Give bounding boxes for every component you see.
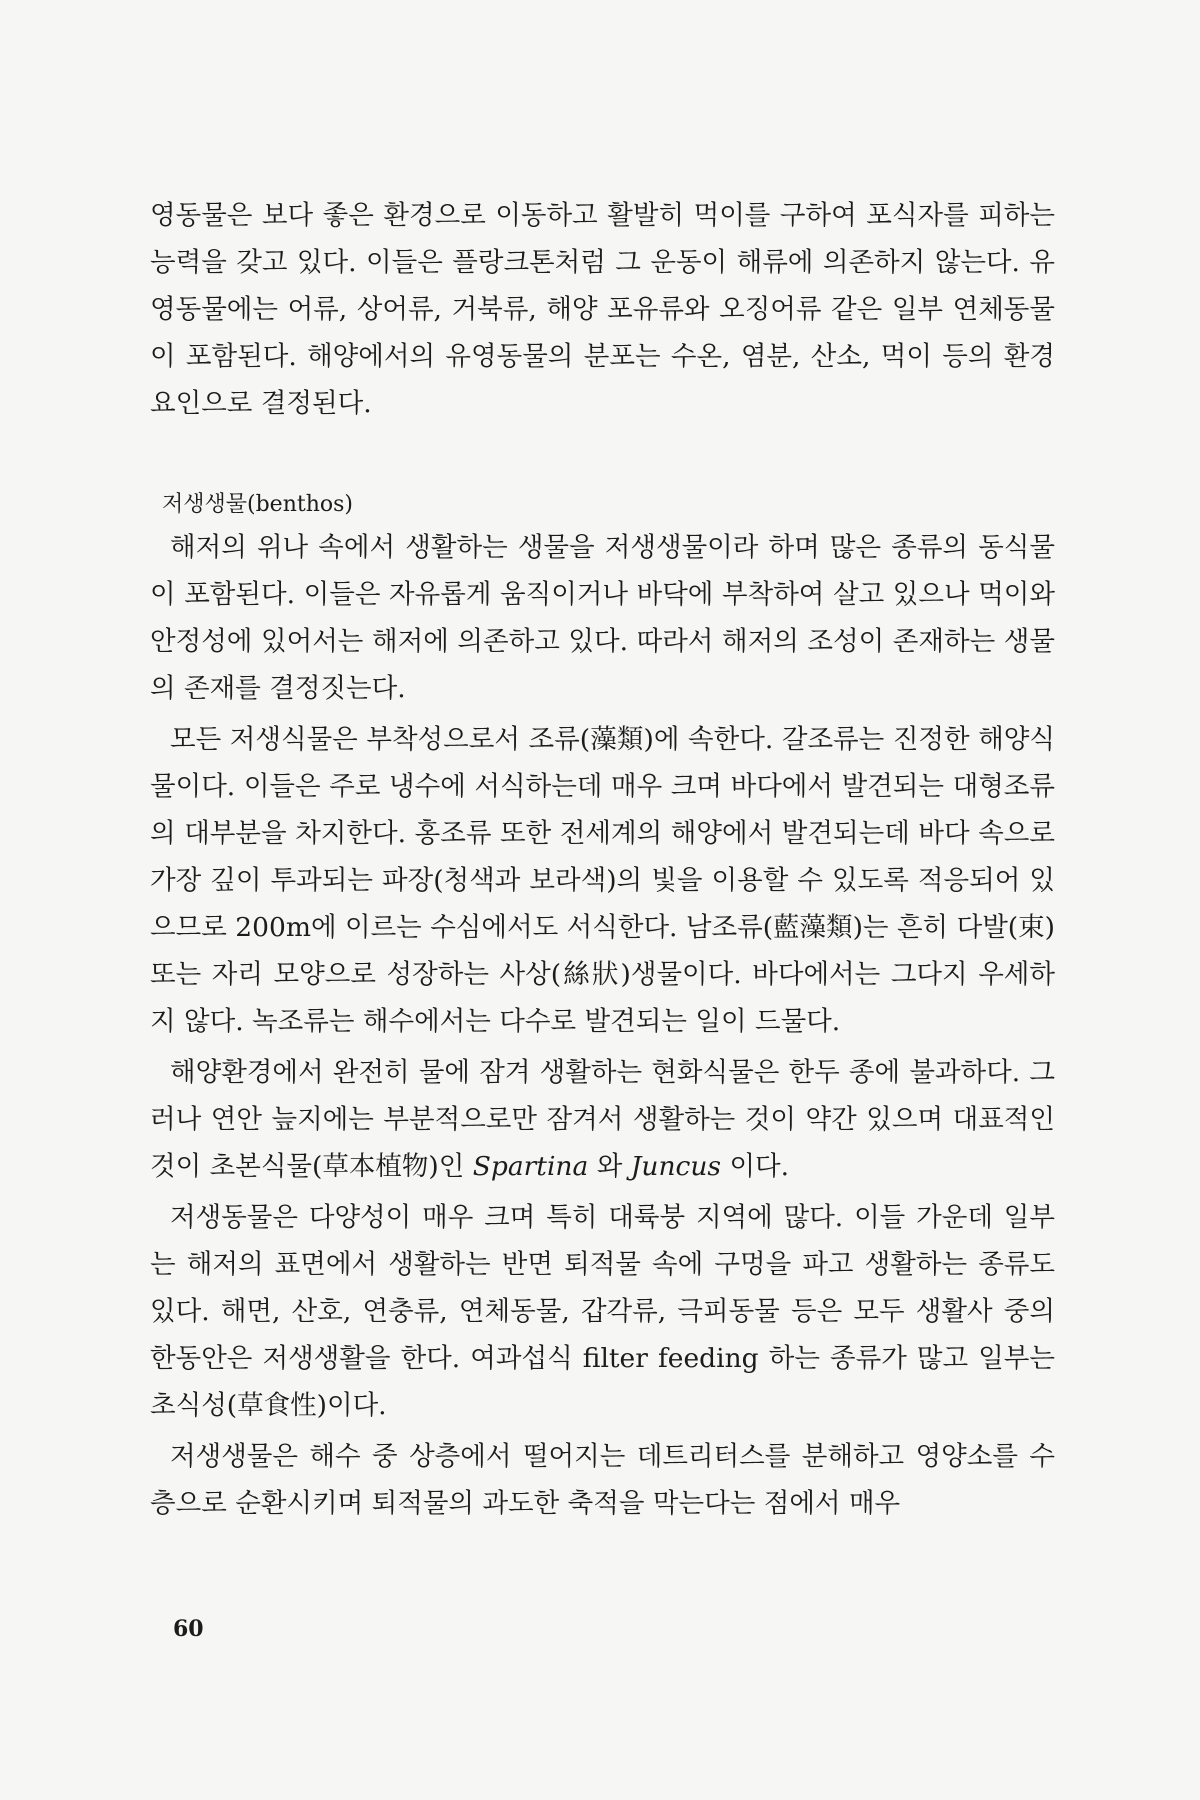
species-term-juncus: Juncus xyxy=(630,1151,722,1182)
intro-text-block xyxy=(150,192,1055,427)
flowering-plants-text-before: 해양환경에서 완전히 물에 잠겨 생활하는 현화식물은 한두 종에 불과하다. 그러나 연안 늪지에는 부분적으로만 잠겨서 생활하는 것이 약간 있으며 대표적인 것이 초본식물(草本植物)인 xyxy=(150,1057,1055,1182)
paragraph-benthos-role: 저생생물은 해수 중 상층에서 떨어지는 데트리터스를 분해하고 영양소를 수층으로 순환시키며 퇴적물의 과도한 축적을 막는다는 점에서 매우 xyxy=(150,1441,1055,1519)
benthos-text-block xyxy=(150,524,1055,1527)
species-term-spartina: Spartina xyxy=(472,1151,589,1182)
section-heading-benthos: 저생생물(benthos) xyxy=(162,492,353,517)
paragraph-benthos-definition: 해저의 위나 속에서 생활하는 생물을 저생생물이라 하며 많은 종류의 동식물이 포함된다. 이들은 자유롭게 움직이거나 바닥에 부착하여 살고 있으나 먹이와 안정성에 있어서는 해저에 의존하고 있다. 따라서 해저의 조성이 존재하는 생물의 존재를 결정짓는다. xyxy=(150,532,1055,704)
paragraph-flowering-plants xyxy=(150,1049,1055,1190)
paragraph-benthic-plants: 모든 저생식물은 부착성으로서 조류(藻類)에 속한다. 갈조류는 진정한 해양식물이다. 이들은 주로 냉수에 서식하는데 매우 크며 바다에서 발견되는 대형조류의 대부분을 차지한다. 홍조류 또한 전세계의 해양에서 발견되는데 바다 속으로 가장 깊이 투과되는 파장(청색과 보라색)의 빛을 이용할 수 있도록 적응되어 있으므로 200m에 이르는 수심에서도 서식한다. 남조류(藍藻類)는 흔히 다발(束) 또는 자리 모양으로 성장하는 사상(絲狀)생물이다. 바다에서는 그다지 우세하지 않다. 녹조류는 해수에서는 다수로 발견되는 일이 드물다. xyxy=(150,724,1055,1037)
page-number: 60 xyxy=(173,1616,204,1642)
paragraph-benthic-animals: 저생동물은 다양성이 매우 크며 특히 대륙붕 지역에 많다. 이들 가운데 일부는 해저의 표면에서 생활하는 반면 퇴적물 속에 구멍을 파고 생활하는 종류도 있다. 해면, 산호, 연충류, 연체동물, 갑각류, 극피동물 등은 모두 생활사 중의 한동안은 저생생활을 한다. 여과섭식 filter feeding 하는 종류가 많고 일부는 초식성(草食性)이다. xyxy=(150,1202,1055,1421)
flowering-plants-text-after: 이다. xyxy=(721,1151,790,1182)
flowering-plants-text-middle: 와 xyxy=(588,1151,631,1182)
intro-paragraph: 영동물은 보다 좋은 환경으로 이동하고 활발히 먹이를 구하여 포식자를 피하는 능력을 갖고 있다. 이들은 플랑크톤처럼 그 운동이 해류에 의존하지 않는다. 유영동물에는 어류, 상어류, 거북류, 해양 포유류와 오징어류 같은 일부 연체동물이 포함된다. 해양에서의 유영동물의 분포는 수온, 염분, 산소, 먹이 등의 환경요인으로 결정된다. xyxy=(150,200,1055,419)
